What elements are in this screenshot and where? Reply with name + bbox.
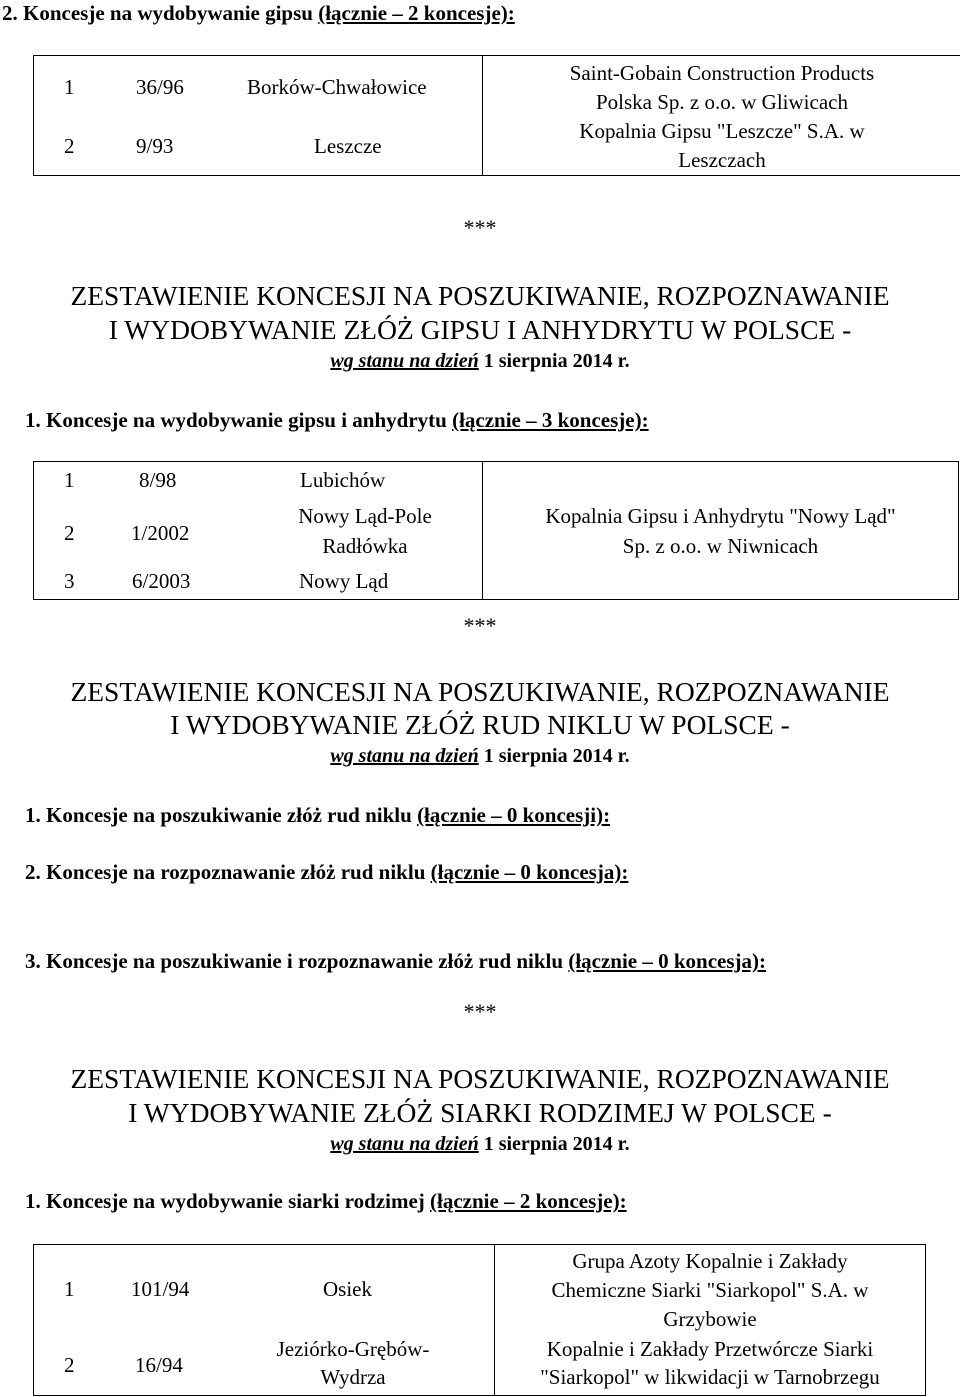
concession-number: 101/94 (131, 1277, 190, 1301)
deposit-name: Borków-Chwałowice (247, 75, 427, 99)
nickel-heading-3 (25, 949, 766, 974)
gypsum-section-heading (2, 1, 515, 26)
block-title-line1: ZESTAWIENIE KONCESJI NA POSZUKIWANIE, ROZPOZNAWANIE (70, 676, 890, 707)
company-name-cont: Chemiczne Siarki "Siarkopol" S.A. w (551, 1278, 869, 1302)
status-date (0, 350, 960, 373)
sulfur-section-heading (25, 1189, 627, 1214)
concession-number: 36/96 (136, 75, 184, 99)
concession-number: 1/2002 (131, 521, 190, 545)
heading-count: (łącznie – 2 koncesje): (430, 1189, 627, 1213)
heading-text: 1. Koncesje na poszukiwanie złóż rud niklu (25, 803, 418, 827)
separator-stars: *** (463, 215, 497, 240)
company-name-cont: Grzybowie (663, 1307, 757, 1331)
date-value: 1 sierpnia 2014 r. (478, 745, 630, 767)
nickel-heading-2 (25, 860, 628, 885)
heading-text: 1. Koncesje na wydobywanie gipsu i anhydrytu (25, 408, 453, 432)
block-title-line1: ZESTAWIENIE KONCESJI NA POSZUKIWANIE, ROZPOZNAWANIE (70, 280, 890, 311)
separator-stars: *** (463, 613, 497, 638)
row-number: 1 (64, 468, 75, 492)
deposit-name: Jeziórko-Grębów- (276, 1337, 430, 1361)
heading-count: (łącznie – 2 koncesje): (318, 1, 515, 25)
heading-text: 1. Koncesje na wydobywanie siarki rodzimej (25, 1189, 431, 1213)
row-number: 1 (64, 1277, 75, 1301)
nickel-heading-1 (25, 803, 610, 828)
row-number: 2 (64, 134, 75, 158)
company-name: Grupa Azoty Kopalnie i Zakłady (572, 1249, 848, 1273)
heading-count: (łącznie – 3 koncesje): (452, 408, 649, 432)
heading-text: 2. Koncesje na rozpoznawanie złóż rud niklu (25, 860, 431, 884)
block-title-line2: I WYDOBYWANIE ZŁÓŻ RUD NIKLU W POLSCE - (170, 709, 790, 740)
status-date (0, 745, 960, 768)
date-prefix: wg stanu na dzień (330, 350, 479, 372)
anhydrite-section-heading (25, 408, 649, 433)
deposit-name: Nowy Ląd (299, 569, 389, 593)
date-value: 1 sierpnia 2014 r. (478, 1133, 630, 1155)
row-number: 2 (64, 521, 75, 545)
company-name-cont: "Siarkopol" w likwidacji w Tarnobrzegu (540, 1365, 880, 1389)
company-name: Kopalnia Gipsu "Leszcze" S.A. w (579, 119, 865, 143)
row-number: 3 (64, 569, 75, 593)
table-divider (482, 461, 483, 600)
concession-number: 8/98 (139, 468, 177, 492)
heading-text: 3. Koncesje na poszukiwanie i rozpoznawanie złóż rud niklu (25, 949, 569, 973)
heading-count: (łącznie – 0 koncesja): (568, 949, 767, 973)
block-title-line1: ZESTAWIENIE KONCESJI NA POSZUKIWANIE, ROZPOZNAWANIE (70, 1063, 890, 1094)
company-name-cont: Leszczach (678, 148, 766, 172)
company-name: Saint-Gobain Construction Products (569, 61, 875, 85)
deposit-name-cont: Radłówka (322, 534, 408, 558)
date-prefix: wg stanu na dzień (330, 745, 479, 767)
concession-number: 16/94 (135, 1353, 183, 1377)
heading-count: (łącznie – 0 koncesja): (430, 860, 629, 884)
date-value: 1 sierpnia 2014 r. (478, 350, 630, 372)
row-number: 1 (64, 75, 75, 99)
separator-stars: *** (463, 999, 497, 1024)
deposit-name: Lubichów (300, 468, 386, 492)
concession-number: 9/93 (136, 134, 174, 158)
deposit-name: Leszcze (314, 134, 382, 158)
deposit-name: Osiek (323, 1277, 372, 1301)
company-name-cont: Sp. z o.o. w Niwnicach (622, 534, 819, 558)
status-date (0, 1133, 960, 1156)
date-prefix: wg stanu na dzień (330, 1133, 479, 1155)
company-name: Kopalnia Gipsu i Anhydrytu "Nowy Ląd" (545, 504, 896, 528)
deposit-name: Nowy Ląd-Pole (298, 504, 432, 528)
row-number: 2 (64, 1353, 75, 1377)
company-name: Kopalnie i Zakłady Przetwórcze Siarki (546, 1337, 874, 1361)
heading-count: (łącznie – 0 koncesji): (417, 803, 611, 827)
block-title-line2: I WYDOBYWANIE ZŁÓŻ SIARKI RODZIMEJ W POLSCE - (128, 1097, 832, 1128)
company-name-cont: Polska Sp. z o.o. w Gliwicach (596, 90, 848, 114)
heading-text: 2. Koncesje na wydobywanie gipsu (2, 1, 319, 25)
concession-number: 6/2003 (132, 569, 191, 593)
block-title-line2: I WYDOBYWANIE ZŁÓŻ GIPSU I ANHYDRYTU W POLSCE - (108, 314, 852, 345)
deposit-name-cont: Wydrza (320, 1365, 386, 1389)
